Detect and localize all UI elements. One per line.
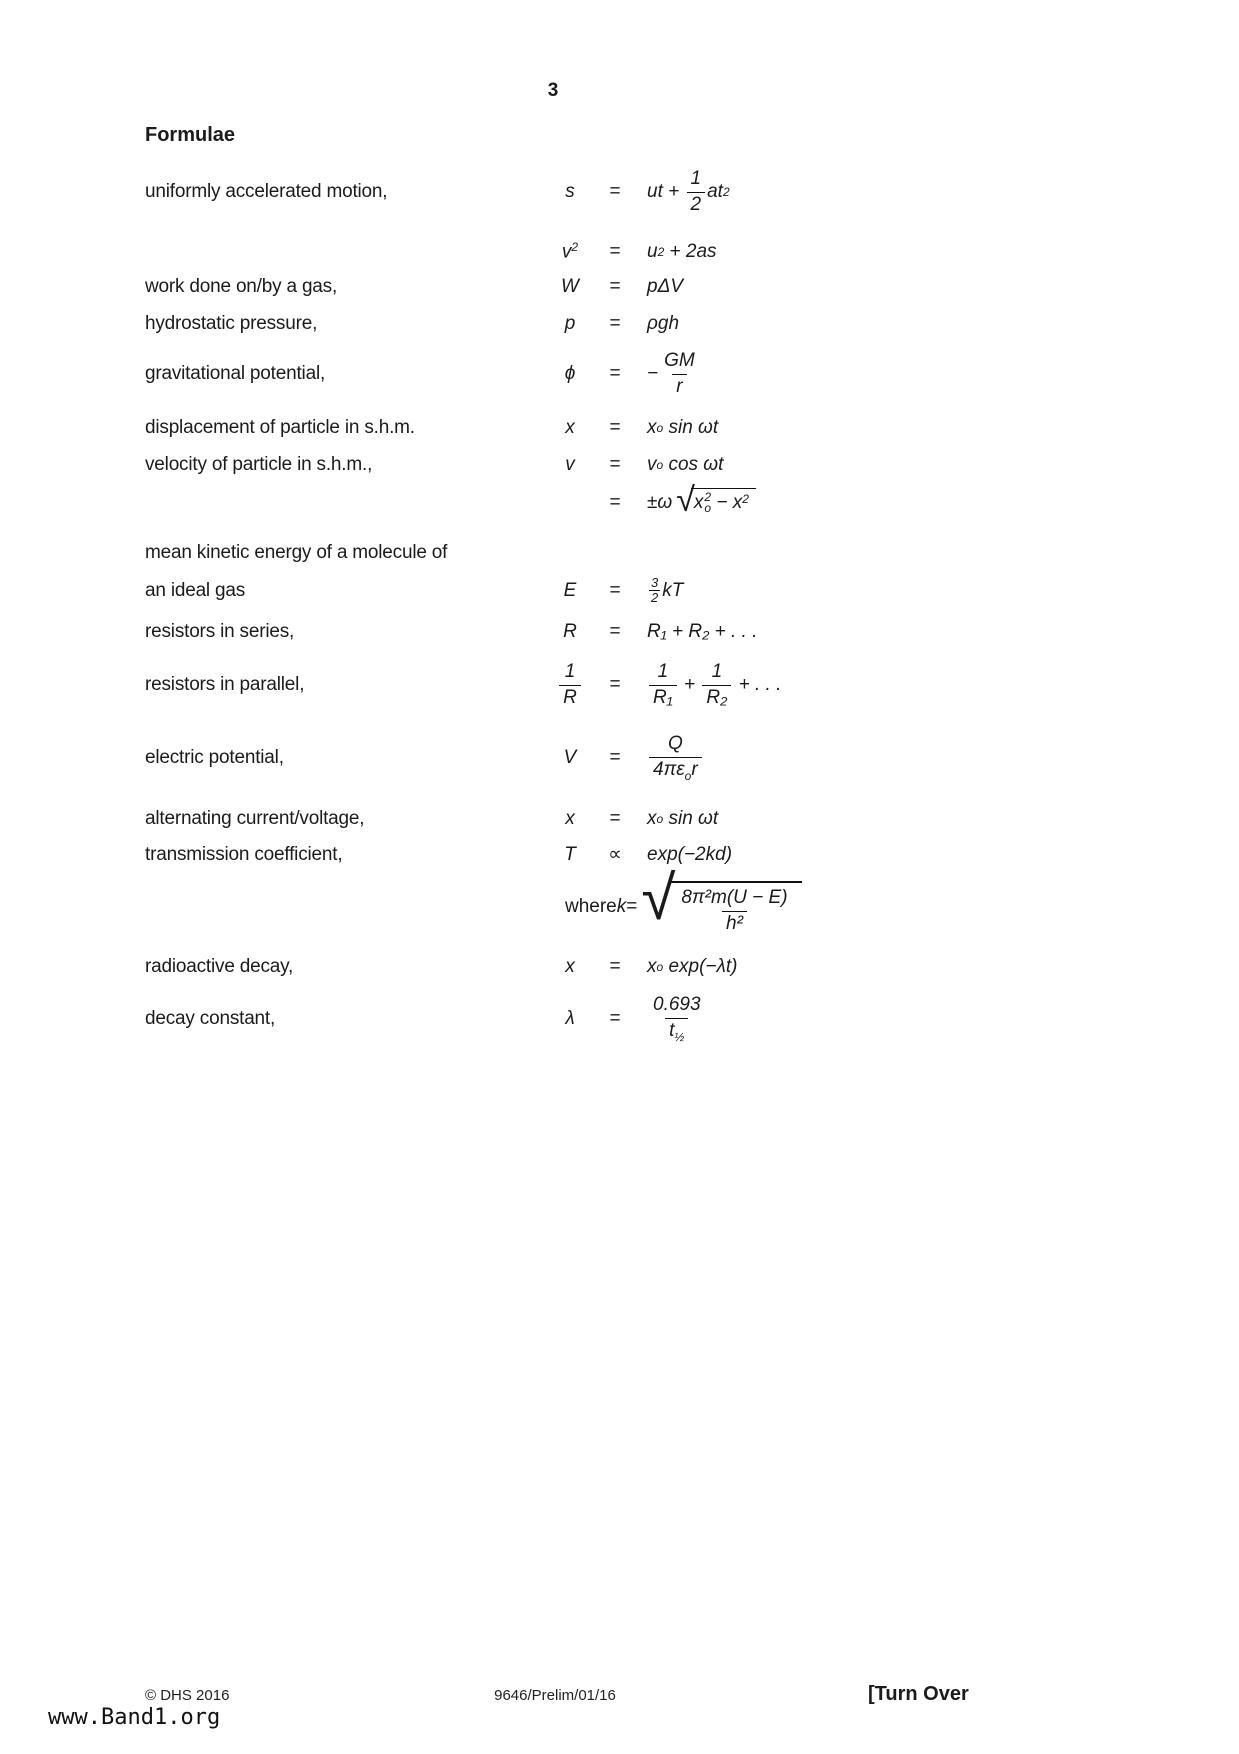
subscript: o: [656, 421, 664, 435]
subscript: o: [656, 458, 664, 472]
fraction: [677, 887, 791, 936]
formula-row-where-k: [565, 864, 802, 936]
fraction: [649, 576, 660, 606]
formula-symbol: V: [563, 746, 577, 768]
proportional-sign: ∝: [608, 844, 622, 865]
math-text: exp(−2kd): [647, 843, 733, 865]
math-text: ρgh: [647, 313, 680, 334]
formula-rhs: [635, 454, 1145, 476]
fraction: [649, 733, 702, 783]
fraction-denominator: [649, 757, 702, 783]
minus-sign: −: [711, 492, 733, 513]
formula-symbol: x: [565, 808, 575, 829]
minus-sign: −: [647, 363, 659, 385]
fraction: [702, 661, 731, 710]
formula-symbol: p: [564, 313, 576, 334]
formula-symbol: [557, 661, 583, 710]
math-text: x: [647, 956, 657, 977]
math-text: v: [561, 241, 572, 263]
math-text: x: [693, 492, 704, 513]
formula-row-ideal-gas: [145, 576, 1145, 606]
formula-row-ac-voltage: [145, 808, 1145, 830]
equals-sign: =: [609, 746, 621, 768]
formula-symbol: ϕ: [564, 363, 576, 385]
radicand: [670, 881, 801, 936]
formula-symbol: E: [563, 579, 577, 601]
formula-row-work-gas: [145, 276, 1145, 298]
fraction-numerator: GM: [664, 350, 695, 371]
formula-row-shm-velocity: [145, 454, 1145, 476]
fraction-numerator: Q: [667, 733, 683, 754]
formula-rhs: [635, 956, 1145, 978]
equals-sign: =: [609, 1007, 621, 1029]
formula-symbol: [562, 240, 578, 263]
math-text: sin ωt: [663, 417, 719, 438]
radical-sign: √: [676, 481, 695, 519]
math-text: at: [707, 181, 723, 203]
formula-row-v-squared: [145, 240, 1145, 263]
formula-symbol: x: [565, 956, 575, 977]
formula-label: mean kinetic energy of a molecule of: [145, 542, 448, 563]
plus-sign: +: [678, 674, 701, 696]
fraction: [559, 661, 581, 710]
subscript: ½: [674, 1029, 685, 1044]
equals-sign: =: [609, 579, 621, 601]
formula-symbol: W: [561, 276, 579, 297]
equals-sign: =: [609, 674, 621, 696]
formula-symbol: s: [565, 181, 575, 203]
formula-symbol: R: [563, 621, 577, 642]
formula-symbol: v: [565, 454, 575, 475]
fraction-denominator: r: [672, 374, 686, 399]
formula-symbol: T: [564, 843, 576, 865]
formula-label: transmission coefficient,: [145, 843, 343, 865]
formula-row-uniform-accel: [145, 168, 1145, 217]
math-text: R₁ + R₂ + . . .: [647, 621, 758, 642]
formula-row-electric-potential: [145, 733, 1145, 783]
fraction-numerator: 1: [711, 661, 723, 682]
math-text: x: [647, 808, 657, 829]
page-number: 3: [547, 80, 559, 101]
equals-sign: =: [609, 313, 621, 334]
formula-label: displacement of particle in s.h.m.: [145, 417, 415, 438]
fraction-denominator: 2: [651, 590, 659, 606]
formula-row-transmission: [145, 843, 1145, 866]
formula-rhs: [635, 168, 1145, 217]
math-text: x: [732, 492, 743, 513]
equals-sign: =: [609, 454, 621, 475]
page-title: Formulae: [145, 124, 236, 146]
formula-label: alternating current/voltage,: [145, 808, 365, 829]
formula-row-mean-ke: [145, 542, 1145, 564]
equals-sign: =: [609, 240, 621, 262]
formula-row-resistors-parallel: [145, 661, 1145, 710]
equals-sign: =: [609, 417, 621, 438]
formula-label: velocity of particle in s.h.m.,: [145, 454, 373, 475]
formula-rhs: [635, 241, 1145, 263]
formula-rhs: [635, 481, 1145, 519]
math-text: exp(−λt): [663, 956, 738, 977]
equals-sign: =: [609, 363, 621, 385]
formula-row-shm-displacement: [145, 417, 1145, 439]
formula-label: an ideal gas: [145, 579, 246, 601]
math-text: 4πε: [653, 758, 685, 780]
fraction-denominator: 2: [687, 192, 706, 217]
formula-symbol: λ: [565, 1007, 575, 1029]
math-text: cos ωt: [663, 454, 724, 475]
fraction-numerator: 8π²m(U − E): [681, 887, 788, 908]
formula-row-grav-potential: [145, 350, 1145, 399]
formula-label: hydrostatic pressure,: [145, 313, 318, 334]
math-text: t: [669, 1019, 675, 1041]
formula-label: electric potential,: [145, 746, 284, 768]
math-text: u: [647, 240, 658, 262]
fraction-denominator: R₁: [649, 685, 677, 710]
formula-rhs: [635, 350, 1145, 399]
radical-sign: √: [641, 864, 676, 933]
where-text: where: [565, 895, 617, 917]
math-text: sin ωt: [663, 808, 719, 829]
math-text: + 2as: [664, 240, 717, 262]
equals-sign: =: [609, 621, 621, 642]
formula-row-decay-constant: [145, 994, 1145, 1044]
math-text: x: [647, 417, 657, 438]
square-root: [641, 864, 801, 936]
superscript: 2: [742, 492, 749, 506]
fraction: [687, 168, 706, 217]
fraction-numerator: 0.693: [653, 994, 701, 1015]
subscript: o: [684, 768, 692, 783]
math-text: ut +: [647, 181, 685, 203]
sup-sub-stack: [704, 492, 711, 514]
square-root: [676, 481, 756, 519]
watermark-url: www.Band1.org: [48, 1705, 221, 1730]
equals-sign: =: [609, 491, 621, 513]
footer-turn-over: [Turn Over: [868, 1683, 969, 1705]
equals-sign: =: [609, 808, 621, 829]
fraction: [649, 994, 705, 1044]
equals-sign: =: [609, 181, 621, 203]
formula-label: work done on/by a gas,: [145, 276, 338, 297]
equals-sign: =: [609, 956, 621, 977]
formula-rhs: [635, 661, 1145, 710]
math-text: v: [647, 454, 657, 475]
fraction-numerator: 1: [657, 661, 669, 682]
formula-row-shm-velocity-alt: [145, 481, 1145, 519]
superscript: 2: [571, 240, 579, 254]
superscript: 2: [722, 185, 730, 200]
fraction-denominator: R: [559, 685, 581, 710]
equals-sign: =: [609, 276, 621, 297]
footer-copyright: © DHS 2016: [145, 1687, 230, 1704]
fraction-denominator: [665, 1018, 688, 1044]
math-text: kT: [662, 579, 684, 601]
formula-row-resistors-series: [145, 621, 1145, 643]
formula-label: resistors in parallel,: [145, 674, 305, 696]
formula-label: gravitational potential,: [145, 363, 326, 385]
formula-rhs: [635, 733, 1145, 783]
math-text: k: [616, 895, 627, 917]
formula-row-radioactive-decay: [145, 956, 1145, 978]
formula-label: uniformly accelerated motion,: [145, 181, 388, 203]
superscript: 2: [657, 244, 665, 259]
formula-rhs: [635, 994, 1145, 1044]
subscript: o: [704, 501, 712, 515]
superscript: 2: [704, 490, 712, 504]
radicand: [691, 488, 756, 514]
footer-paper-code: 9646/Prelim/01/16: [494, 1687, 616, 1704]
subscript: o: [656, 812, 664, 826]
formula-rhs: [635, 576, 1145, 606]
fraction-numerator: 1: [690, 168, 702, 189]
fraction: [649, 661, 677, 710]
formula-row-hydrostatic: [145, 313, 1145, 335]
formula-symbol: x: [565, 417, 575, 438]
math-text: + . . .: [733, 674, 782, 696]
formula-rhs: [635, 808, 1145, 830]
formula-label: radioactive decay,: [145, 956, 294, 977]
equals-sign: =: [626, 895, 638, 917]
fraction-numerator: 1: [564, 661, 576, 682]
formula-label: resistors in series,: [145, 621, 295, 642]
fraction: [660, 350, 699, 399]
subscript: o: [656, 960, 664, 974]
fraction-denominator: h²: [722, 911, 747, 936]
plus-minus-omega: ±ω: [647, 491, 673, 513]
fraction-denominator: R₂: [702, 685, 731, 710]
fraction-numerator: 3: [651, 575, 659, 590]
math-text: pΔV: [647, 276, 683, 297]
formula-label: decay constant,: [145, 1007, 276, 1029]
math-text: r: [691, 758, 698, 780]
formula-rhs: [635, 417, 1145, 439]
